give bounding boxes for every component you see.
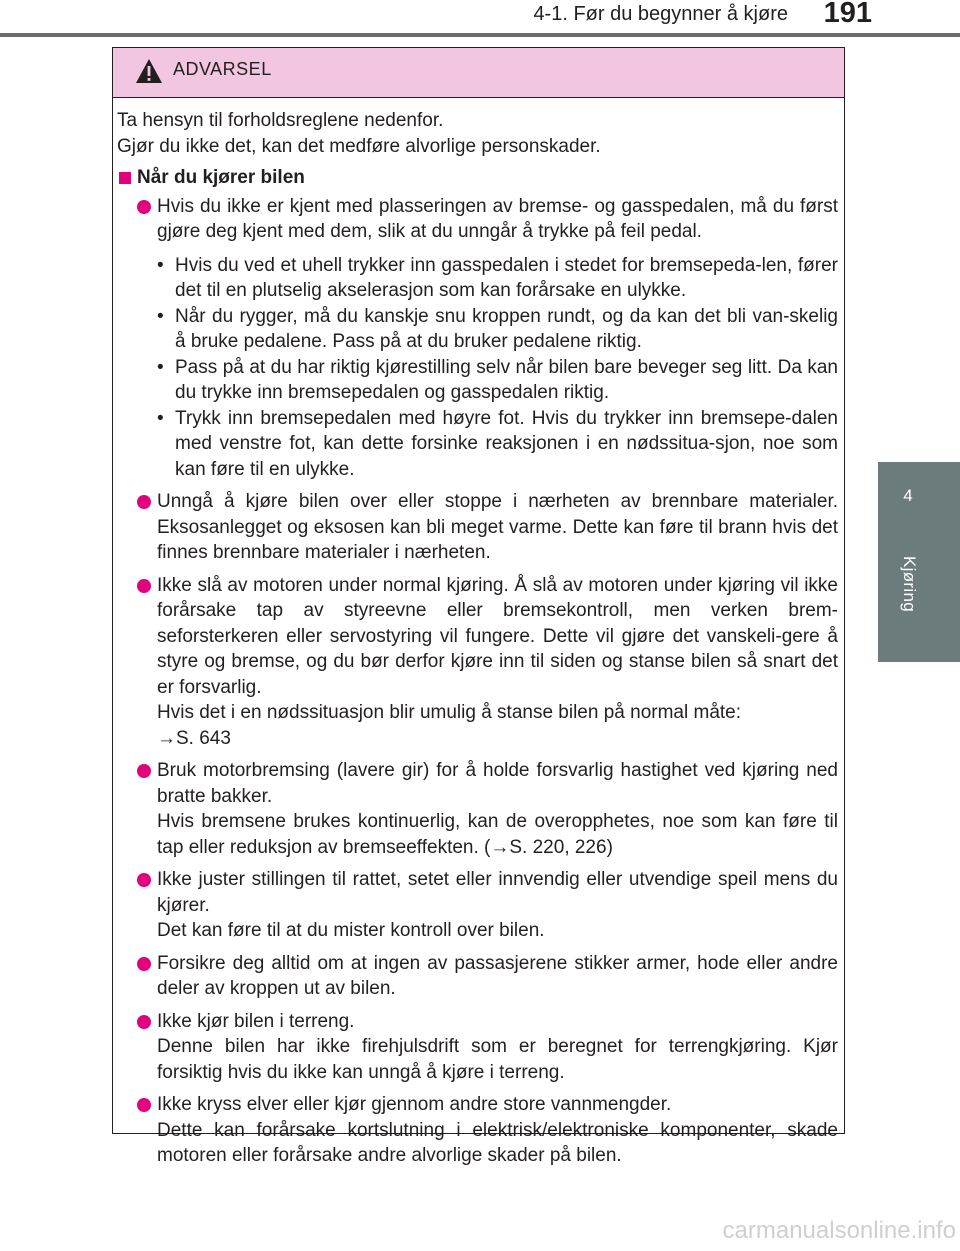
section-title: 4-1. Før du begynner å kjøre [533, 3, 788, 25]
square-bullet-icon [119, 172, 131, 184]
circle-bullet-icon [137, 579, 151, 593]
warning-box [112, 47, 845, 1166]
section-heading [117, 165, 838, 191]
watermark: carmanualsonline.info [722, 1217, 956, 1244]
sub-list [157, 253, 838, 483]
item-text: Ikke kjør bilen i terreng. [157, 1010, 355, 1032]
page-reference-link[interactable]: →S. 643 [157, 727, 231, 749]
list-item [117, 489, 838, 566]
item-extra-text: Det kan føre til at du mister kontroll over bilen. [157, 920, 545, 941]
item-text: Forsikre deg alltid om at ingen av passasjerene stikker armer, hode eller andre deler av kroppen ut av bilen. [157, 952, 838, 999]
warning-header [113, 48, 844, 98]
item-extra-text: Hvis bremsene brukes kontinuerlig, kan de overopphetes, noe som kan føre til tap eller reduksjon av bremseeffekten. (→S. 220, 226) [157, 811, 838, 858]
sub-item-text: Hvis du ved et uhell trykker inn gasspedalen i stedet for bremsepeda-len, fører det til en plutselig akselerasjon som kan forårsake en ulykke. [175, 254, 838, 301]
item-text: Hvis du ikke er kjent med plasseringen av bremse- og gasspedalen, må du først gjøre deg kjent med dem, slik at du unngår å trykke på feil pedal. [157, 195, 838, 242]
intro-line: Gjør du ikke det, kan det medføre alvorlige personskader. [117, 135, 601, 157]
warning-intro [117, 108, 838, 159]
warning-list [117, 194, 838, 1169]
warning-triangle-icon [135, 58, 163, 84]
sub-item-text: Når du rygger, må du kanskje snu kroppen rundt, og da kan det bli van-skelig å bruke pedalene. Pass på at du bruker pedalene riktig. [175, 305, 838, 352]
list-item [117, 1009, 838, 1086]
sub-item-text: Pass på at du har riktig kjørestilling selv når bilen bare beveger seg litt. Da kan du trykke inn bremsepedalen og gasspedalen riktig. [175, 356, 838, 403]
item-text: Ikke kryss elver eller kjør gjennom andre store vannmengder. [157, 1094, 672, 1115]
chapter-tab-number: 4 [903, 486, 913, 505]
chapter-tab-label: Kjøring [900, 556, 919, 612]
list-item [117, 951, 838, 1002]
circle-bullet-icon [137, 764, 151, 778]
list-item [117, 758, 838, 860]
dot-bullet-icon: • [157, 356, 164, 378]
circle-bullet-icon [137, 873, 151, 887]
list-item [117, 1092, 838, 1169]
intro-line: Ta hensyn til forholdsreglene nedenfor. [117, 110, 444, 131]
warning-title: ADVARSEL [173, 59, 272, 79]
dot-bullet-icon: • [157, 407, 164, 429]
sub-item-text: Trykk inn bremsepedalen med høyre fot. Hvis du trykker inn bremsepe-dalen med venstre fot, kan dette forsinke reaksjonen i en nødssitua-sjon, noe som kan føre til en ulykke. [175, 407, 838, 480]
page-number: 191 [823, 0, 872, 29]
item-text: Ikke slå av motoren under normal kjøring. Å slå av motoren under kjøring vil ikke forårsake tap av styreevne eller bremsekontroll, men verken brem-seforsterkeren eller servostyring vil fungere. Dette vil gjøre det vanskeli-gere å styre og bremse, og du bør derfor kjøre inn til siden og stanse bilen så snart det er forsvarlig. [157, 574, 838, 698]
circle-bullet-icon [137, 200, 151, 214]
sub-list-item [157, 253, 838, 304]
list-item [117, 867, 838, 944]
item-extra-text: Denne bilen har ikke firehjulsdrift som er beregnet for terrengkjøring. Kjør forsiktig hvis du ikke kan unngå å kjøre i terreng. [157, 1036, 838, 1083]
circle-bullet-icon [137, 957, 151, 971]
circle-bullet-icon [137, 495, 151, 509]
dot-bullet-icon: • [157, 305, 164, 327]
list-item [117, 573, 838, 752]
circle-bullet-icon [137, 1098, 151, 1112]
sub-list-item [157, 304, 838, 355]
list-item [117, 194, 838, 483]
item-text: Unngå å kjøre bilen over eller stoppe i nærheten av brennbare materialer. Eksosanlegget og eksosen kan bli meget varme. Dette kan føre til brann hvis det finnes brennbare materialer i nærheten. [157, 491, 838, 563]
sub-list-item [157, 355, 838, 406]
sub-list-item [157, 406, 838, 483]
item-extra-text: Hvis det i en nødssituasjon blir umulig å stanse bilen på normal måte: [157, 702, 742, 723]
item-text: Bruk motorbremsing (lavere gir) for å holde forsvarlig hastighet ved kjøring ned bratte bakker. [157, 760, 838, 807]
section-heading-text: Når du kjører bilen [137, 167, 305, 188]
dot-bullet-icon: • [157, 254, 164, 276]
warning-body [117, 108, 838, 1169]
item-extra-text: Dette kan forårsake kortslutning i elektrisk/elektroniske komponenter, skade motoren eller forårsake andre alvorlige skader på bilen. [157, 1119, 838, 1166]
header-rule [0, 33, 960, 37]
circle-bullet-icon [137, 1015, 151, 1029]
item-text: Ikke juster stillingen til rattet, setet eller innvendig eller utvendige speil mens du kjører. [157, 869, 838, 916]
